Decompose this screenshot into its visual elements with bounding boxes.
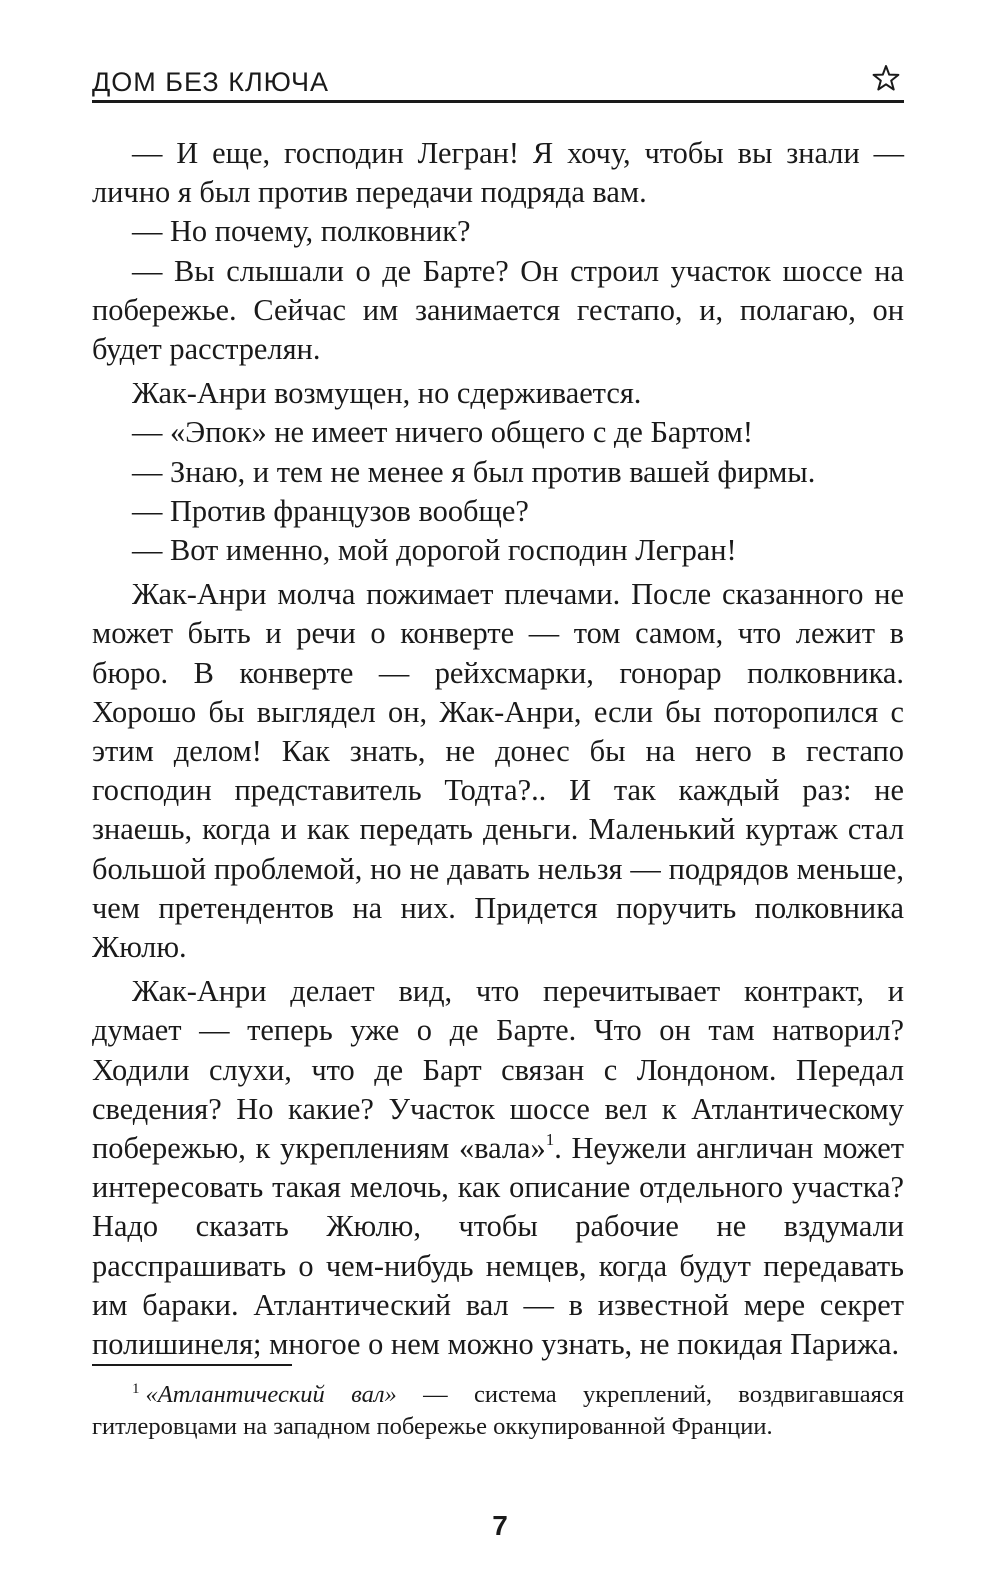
paragraph: — Вот именно, мой дорогой господин Легран! bbox=[132, 533, 737, 568]
paragraph: — И еще, господин Легран! Я хочу, чтобы вы знали — лично я был против передачи подряда вам. bbox=[92, 136, 904, 210]
header-divider bbox=[92, 100, 904, 103]
paragraph: Жак-Анри возмущен, но сдерживается. bbox=[132, 376, 642, 411]
main-text bbox=[92, 134, 904, 1364]
paragraph: — Знаю, и тем не менее я был против вашей фирмы. bbox=[132, 454, 816, 489]
paragraph: Жак-Анри молча пожимает плечами. После сказанного не может быть и речи о конверте — том самом, что лежит в бюро. В конверте — рейхсмарки, гонорар полковника. Хорошо бы выглядел он, Жак-Анри, если бы поторопился с этим делом! Как знать, не донес бы на него в гестапо господин представитель Тодта?.. И так каждый раз: не знаешь, когда и как передать деньги. Маленький куртаж стал большой проблемой, но не давать нельзя — подрядов меньше, чем претендентов на них. Придется поручить полковника Жюлю. bbox=[92, 577, 904, 965]
page-number: 7 bbox=[492, 1510, 508, 1541]
paragraph: — Против французов вообще? bbox=[132, 493, 529, 528]
paragraph-with-footnote bbox=[92, 972, 904, 1364]
footnote-reference[interactable]: 1 bbox=[545, 1130, 555, 1150]
paragraph-text: . Неужели англичан может интересовать такая мелочь, как описание отдельного участка? Надо сказать Жюлю, чтобы рабочие не вздумали расспрашивать о чем-нибудь немцев, когда будут передавать им бараки. Атлантический вал — в известной мере секрет полишинеля; многое о нем можно узнать, не покидая Парижа. bbox=[92, 1131, 904, 1362]
footnote-text bbox=[92, 1379, 904, 1443]
star-outline-icon bbox=[872, 64, 900, 92]
running-header-title: ДОМ БЕЗ КЛЮЧА bbox=[92, 67, 330, 97]
footnote-divider bbox=[92, 1364, 292, 1366]
paragraph: — Но почему, полковник? bbox=[132, 214, 471, 249]
running-header bbox=[92, 62, 904, 100]
paragraph: — «Эпок» не имеет ничего общего с де Бартом! bbox=[132, 415, 754, 450]
paragraph: — Вы слышали о де Барте? Он строил участок шоссе на побережье. Сейчас им занимается гестапо, и, полагаю, он будет расстрелян. bbox=[92, 253, 904, 367]
footnote-mark: 1 bbox=[132, 1381, 140, 1397]
footnote bbox=[92, 1379, 904, 1443]
paragraph-text: Жак-Анри делает вид, что перечитывает контракт, и думает — теперь уже о де Барте. Что он там натворил? Ходили слухи, что де Барт связан с Лондоном. Передал сведения? Но какие? Участок шоссе вел к Атлантическому побережью, к укреплениям «вала» bbox=[92, 974, 904, 1166]
footnote-term: «Атлантический вал» bbox=[145, 1381, 397, 1408]
footnote-definition: — система укреплений, воздвигавшаяся гитлеровцами на западном побережье оккупированной Франции. bbox=[92, 1381, 904, 1440]
